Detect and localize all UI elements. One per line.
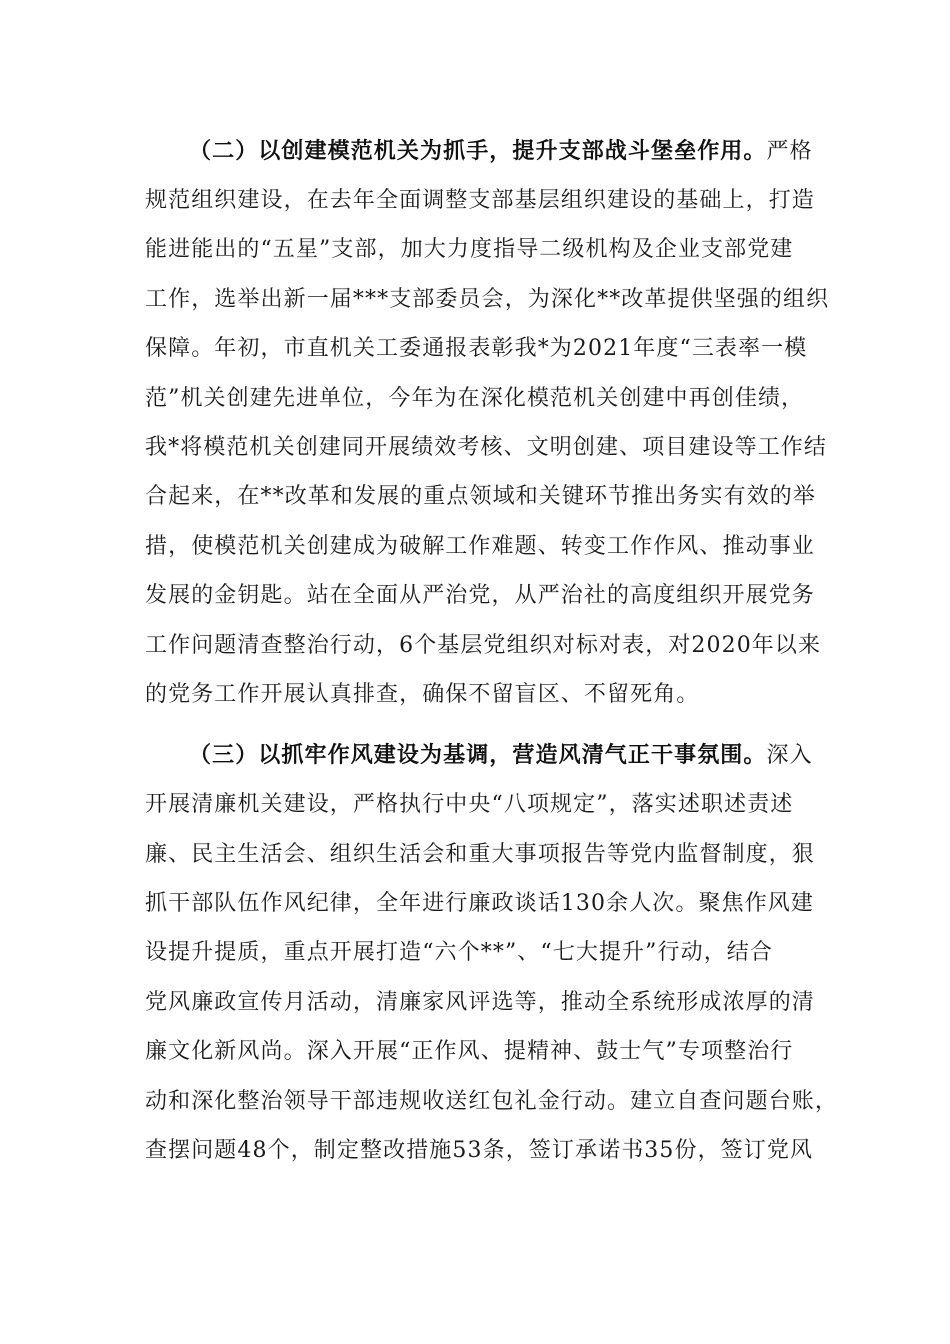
section3-heading: （三）以抓牢作风建设为基调，营造风清气正干事氛围。 — [189, 743, 767, 768]
paragraph-line: 查摆问题48个，制定整改措施53条，签订承诺书35份，签订党风 — [145, 1138, 814, 1163]
paragraph-line: 廉文化新风尚。深入开展“正作风、提精神、鼓士气”专项整治行 — [145, 1039, 794, 1064]
paragraph-line: 保障。年初，市直机关工委通报表彰我*为2021年度“三表率一模 — [145, 336, 808, 361]
section2-heading: （二）以创建模范机关为抓手，提升支部战斗堡垒作用。 — [189, 139, 767, 164]
paragraph-line: 措，使模范机关创建成为破解工作难题、转变工作作风、推动事业 — [145, 534, 815, 559]
paragraph-line: 范”机关创建先进单位，今年为在深化模范机关创建中再创佳绩， — [145, 386, 805, 411]
section3-text-start: 深入 — [766, 743, 813, 768]
section2-text-start: 严格 — [766, 139, 813, 164]
paragraph-line: 设提升提质，重点开展打造“六个**”、“七大提升”行动，结合 — [145, 940, 773, 965]
paragraph-line: 动和深化整治领导干部违规收送红包礼金行动。建立自查问题台账， — [145, 1089, 839, 1114]
paragraph-line: 工作问题清查整治行动，6个基层党组织对标对表，对2020年以来 — [145, 633, 822, 658]
paragraph-line: 发展的金钥匙。站在全面从严治党，从严治社的高度组织开展党务 — [145, 583, 815, 608]
paragraph-line: 规范组织建设，在去年全面调整支部基层组织建设的基础上，打造 — [145, 188, 815, 213]
paragraph-line: 党风廉政宣传月活动，清廉家风评选等，推动全系统形成浓厚的清 — [145, 990, 815, 1015]
paragraph-line: 工作，选举出新一届***支部委员会，为深化**改革提供坚强的组织 — [145, 287, 830, 312]
paragraph-line: 的党务工作开展认真排查，确保不留盲区、不留死角。 — [145, 682, 700, 707]
paragraph-line: 抓干部队伍作风纪律，全年进行廉政谈话130余人次。聚焦作风建 — [145, 891, 814, 916]
paragraph-line: 能进能出的“五星”支部，加大力度指导二级机构及企业支部党建 — [145, 237, 794, 262]
paragraph-line: 廉、民主生活会、组织生活会和重大事项报告等党内监督制度，狠 — [145, 842, 815, 867]
section2-line-1 — [189, 137, 813, 167]
paragraph-line: 合起来，在**改革和发展的重点领域和关键环节推出务实有效的举 — [145, 484, 817, 509]
paragraph-line: 开展清廉机关建设，严格执行中央“八项规定”，落实述职述责述 — [145, 792, 794, 817]
paragraph-line: 我*将模范机关创建同开展绩效考核、文明创建、项目建设等工作结 — [145, 435, 828, 460]
section3-line-1 — [189, 741, 813, 771]
